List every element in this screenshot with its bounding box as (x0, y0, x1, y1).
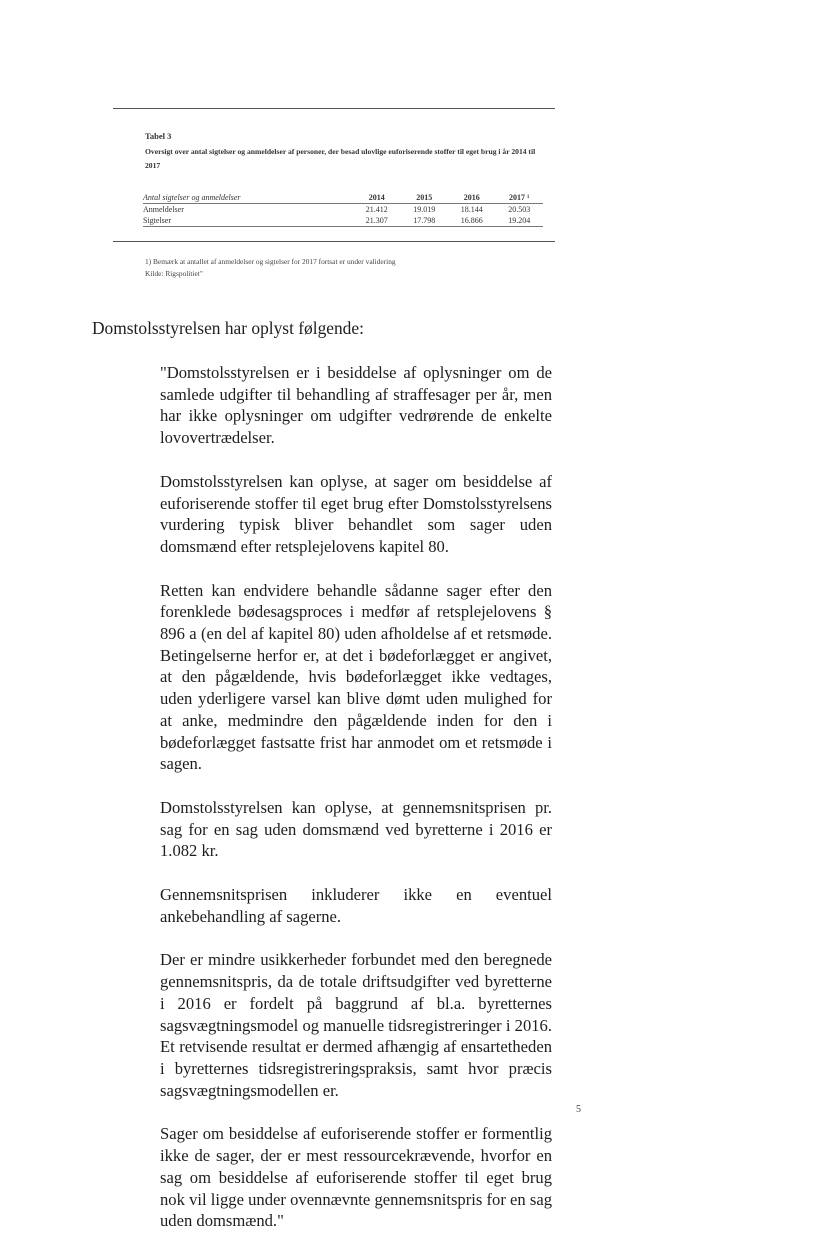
row-label: Anmeldelser (143, 205, 184, 214)
table-row (143, 215, 543, 227)
table-notes (145, 256, 555, 280)
col-header: 2017 ¹ (509, 193, 530, 202)
table-title: Oversigt over antal sigtelser og anmeldelser af personer, der besad ulovlige euforiserende stoffer til eget brug i år 2014 til 2017 (145, 147, 536, 170)
paragraph: "Domstolsstyrelsen er i besiddelse af oplysninger om de samlede udgifter til behandling af straffesager per år, men har ikke oplysninger om udgifter vedrørende de enkelte lovovertrædelser. (160, 363, 552, 448)
table-footnote: 1) Bemærk at antallet af anmeldelser og sigtelser for 2017 fortsat er under validering (145, 257, 396, 266)
table-cell: 19.019 (413, 205, 436, 214)
col-header: 2015 (416, 193, 433, 202)
bottom-rule (113, 241, 555, 242)
paragraph: Retten kan endvidere behandle sådanne sager efter den forenklede bødesagsproces i medfør af retsplejelovens § 896 a (en del af kapitel 80) uden afholdelse af et retsmøde. Betingelserne herfor er, at det i bødeforlægget er angivet, at den pågældende, hvis bødeforlægget ikke vedtages, uden yderligere varsel kan blive dømt uden mulighed for at anke, medmindre den pågældende inden for den i bødeforlægget fastsatte frist har anmodet om et retsmøde i sagen. (160, 580, 552, 774)
table-cell: 18.144 (460, 205, 483, 214)
paragraph: Domstolsstyrelsen kan oplyse, at gennemsnitsprisen pr. sag for en sag uden domsmænd ved byretterne i 2016 er 1.082 kr. (160, 797, 552, 861)
table-source: Kilde: Rigspolitiet" (145, 269, 203, 278)
table-cell: 21.412 (365, 205, 388, 214)
paragraph: Der er mindre usikkerheder forbundet med den beregnede gennemsnitspris, da de totale driftsudgifter ved byretterne i 2016 er fordelt på baggrund af bl.a. byretternes sagsvægtningsmodel og manuelle tidsregistreringer i 2016. Et retvisende resultat er dermed afhængig af ensartetheden i byretternes tidsregistreringspraksis, samt hvor præcis sagsvægtningsmodellen er. (160, 950, 552, 1100)
table-label: Tabel 3 (145, 131, 172, 141)
header-label: Antal sigtelser og anmeldelser (143, 193, 241, 202)
page-number: 5 (576, 1104, 581, 1115)
row-label: Sigtelser (143, 216, 171, 225)
table-cell: 17.798 (413, 216, 436, 225)
table-cell: 21.307 (365, 216, 388, 225)
table-cell: 16.866 (460, 216, 483, 225)
table-cell: 20.503 (508, 205, 531, 214)
stats-table (143, 189, 543, 227)
table-figure (113, 108, 555, 280)
paragraph: Domstolsstyrelsen kan oplyse, at sager om besiddelse af euforiserende stoffer til eget brug efter Domstolsstyrelsens vurdering typisk bliver behandlet som sager uden domsmænd efter retsplejelovens kapitel 80. (160, 471, 552, 556)
table-row (143, 204, 543, 216)
intro-text: Domstolsstyrelsen har oplyst følgende: (92, 318, 364, 338)
col-header: 2016 (463, 193, 480, 202)
table-header-row (143, 189, 543, 204)
top-rule (113, 108, 555, 109)
col-header: 2014 (368, 193, 385, 202)
table-cell: 19.204 (508, 216, 531, 225)
quoted-statement (160, 362, 552, 1254)
paragraph: Sager om besiddelse af euforiserende stoffer er formentlig ikke de sager, der er mest ressourcekrævende, hvorfor en sag om besiddelse af euforiserende stoffer til eget brug nok vil ligge under ovennævnte gennemsnitspris for en sag uden domsmænd." (160, 1124, 552, 1231)
paragraph: Gennemsnitsprisen inkluderer ikke en eventuel ankebehandling af sagerne. (160, 885, 552, 926)
